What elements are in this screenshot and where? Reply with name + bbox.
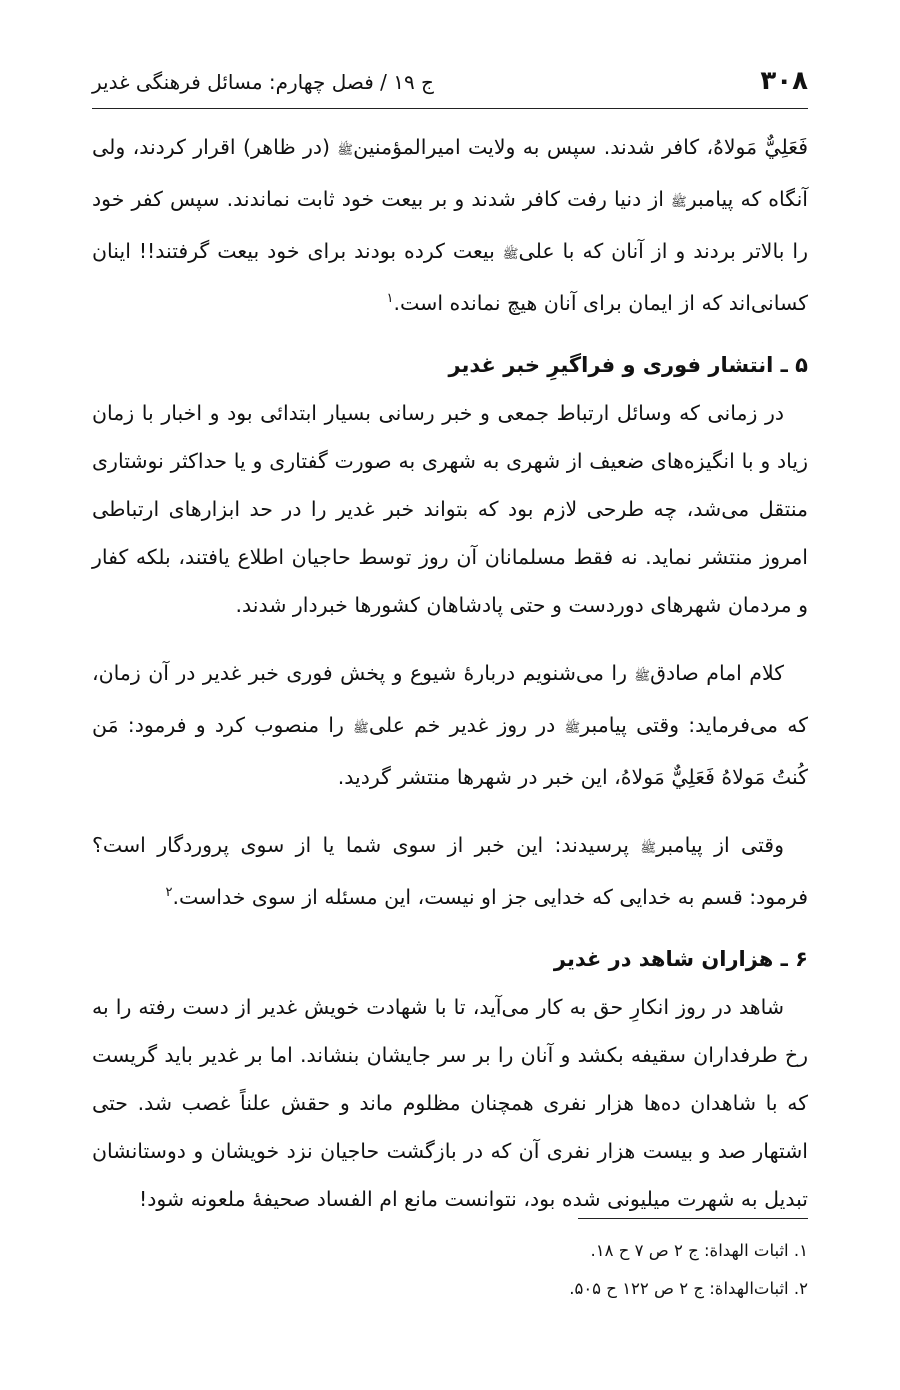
section-heading-5: ۵ ـ انتشار فوری و فراگیرِ خبر غدیر bbox=[448, 353, 808, 377]
text: فَعَلِيٌّ مَولاهُ، کافر شدند. سپس به ولایت امیرالمؤمنین bbox=[353, 135, 808, 159]
section-heading-6: ۶ ـ هزاران شاهد در غدیر bbox=[553, 947, 808, 971]
footnote-1: ۱. اثبات الهداة: ج ۲ ص ۷ ح ۱۸. bbox=[590, 1241, 808, 1260]
running-head: ج ۱۹ / فصل چهارم: مسائل فرهنگی غدیر bbox=[92, 70, 434, 94]
paragraph bbox=[92, 821, 808, 921]
text: کلام امام صادق bbox=[650, 661, 784, 685]
honorific-glyph: ﷺ bbox=[502, 247, 519, 262]
text: از دنیا رفت کافر شدند و بر بیعت خود ثابت نماندند. سپس کفر خود را بالاتر بردند و از آنان که با علی bbox=[92, 187, 808, 263]
footnotes bbox=[92, 1232, 808, 1308]
honorific-glyph: ﷺ bbox=[634, 669, 651, 684]
honorific-glyph: ﷺ bbox=[671, 195, 687, 210]
text: را منصوب کرد و فرمود: مَن كُنتُ مَولاهُ فَعَلِيٌّ مَولاهُ، این خبر در شهرها منتشر گردید. bbox=[92, 713, 808, 789]
text: را می‌شنویم دربارۀ شیوع و پخش فوری خبر غدیر در آن زمان، که می‌فرماید: وقتی پیامبر bbox=[92, 661, 808, 737]
paragraph-continued bbox=[92, 123, 808, 327]
text: وقتی از پیامبر bbox=[656, 833, 784, 857]
footnote-marker[interactable]: ۱ bbox=[386, 291, 394, 307]
text: پرسیدند: این خبر از سوی شما یا از سوی پروردگار است؟ فرمود: قسم به خدایی که خدایی جز او نیست، این مسئله از سوی خداست. bbox=[92, 833, 808, 909]
text: در روز غدیر خم علی bbox=[368, 713, 565, 737]
page-header bbox=[92, 60, 808, 109]
document-page bbox=[92, 60, 808, 1298]
page-number: ۳۰۸ bbox=[760, 66, 808, 96]
footnote-divider bbox=[578, 1218, 808, 1219]
text: (در ظاهر) اقرار کردند، ولی آنگاه که پیامبر bbox=[92, 135, 808, 211]
honorific-glyph: ﷺ bbox=[337, 143, 354, 158]
text: بیعت کرده بودند برای خود بیعت گرفتند!! اینان کسانی‌اند که از ایمان برای آنان هیچ نمانده است. bbox=[92, 239, 808, 315]
footnote-2: ۲. اثبات‌الهداة: ج ۲ ص ۱۲۲ ح ۵۰۵. bbox=[569, 1279, 808, 1298]
paragraph: در زمانی که وسائل ارتباط جمعی و خبر رسانی بسیار ابتدائی بود و اخبار با زمان زیاد و با انگیزه‌های ضعیف از شهری به شهری به صورت گفتاری و یا حداکثر نوشتاری منتقل می‌شد، چه طرحی لازم بود که بتواند خبر غدیر را در حد ابزارهای ارتباطی امروز منتشر نماید. نه فقط مسلمانان آن روز توسط حاجیان اطلاع یافتند، بلکه کفار و مردمان شهرهای دوردست و حتی پادشاهان کشورها خبردار شدند. bbox=[92, 401, 808, 617]
honorific-glyph: ﷺ bbox=[640, 841, 657, 856]
footnote-marker[interactable]: ۲ bbox=[165, 885, 173, 901]
paragraph bbox=[92, 649, 808, 801]
paragraph: شاهد در روز انکارِ حق به کار می‌آید، تا با شهادت خویش غدیر از دست رفته را به رخ طرفداران سقیفه بکشد و آنان را بر سر جایشان بنشاند. اما بر غدیر باید گریست که با شاهدان ده‌ها هزار نفری همچنان مظلوم ماند و حقش علناً غصب شد. حتی اشتهار صد و بیست هزار نفری آن که در بازگشت حاجیان نزد خویشان و دوستانشان تبدیل به شهرت میلیونی شده بود، نتوانست مانع ام الفساد صحیفۀ ملعونه شود! bbox=[92, 995, 808, 1211]
honorific-glyph: ﷺ bbox=[353, 721, 369, 736]
honorific-glyph: ﷺ bbox=[564, 721, 581, 736]
